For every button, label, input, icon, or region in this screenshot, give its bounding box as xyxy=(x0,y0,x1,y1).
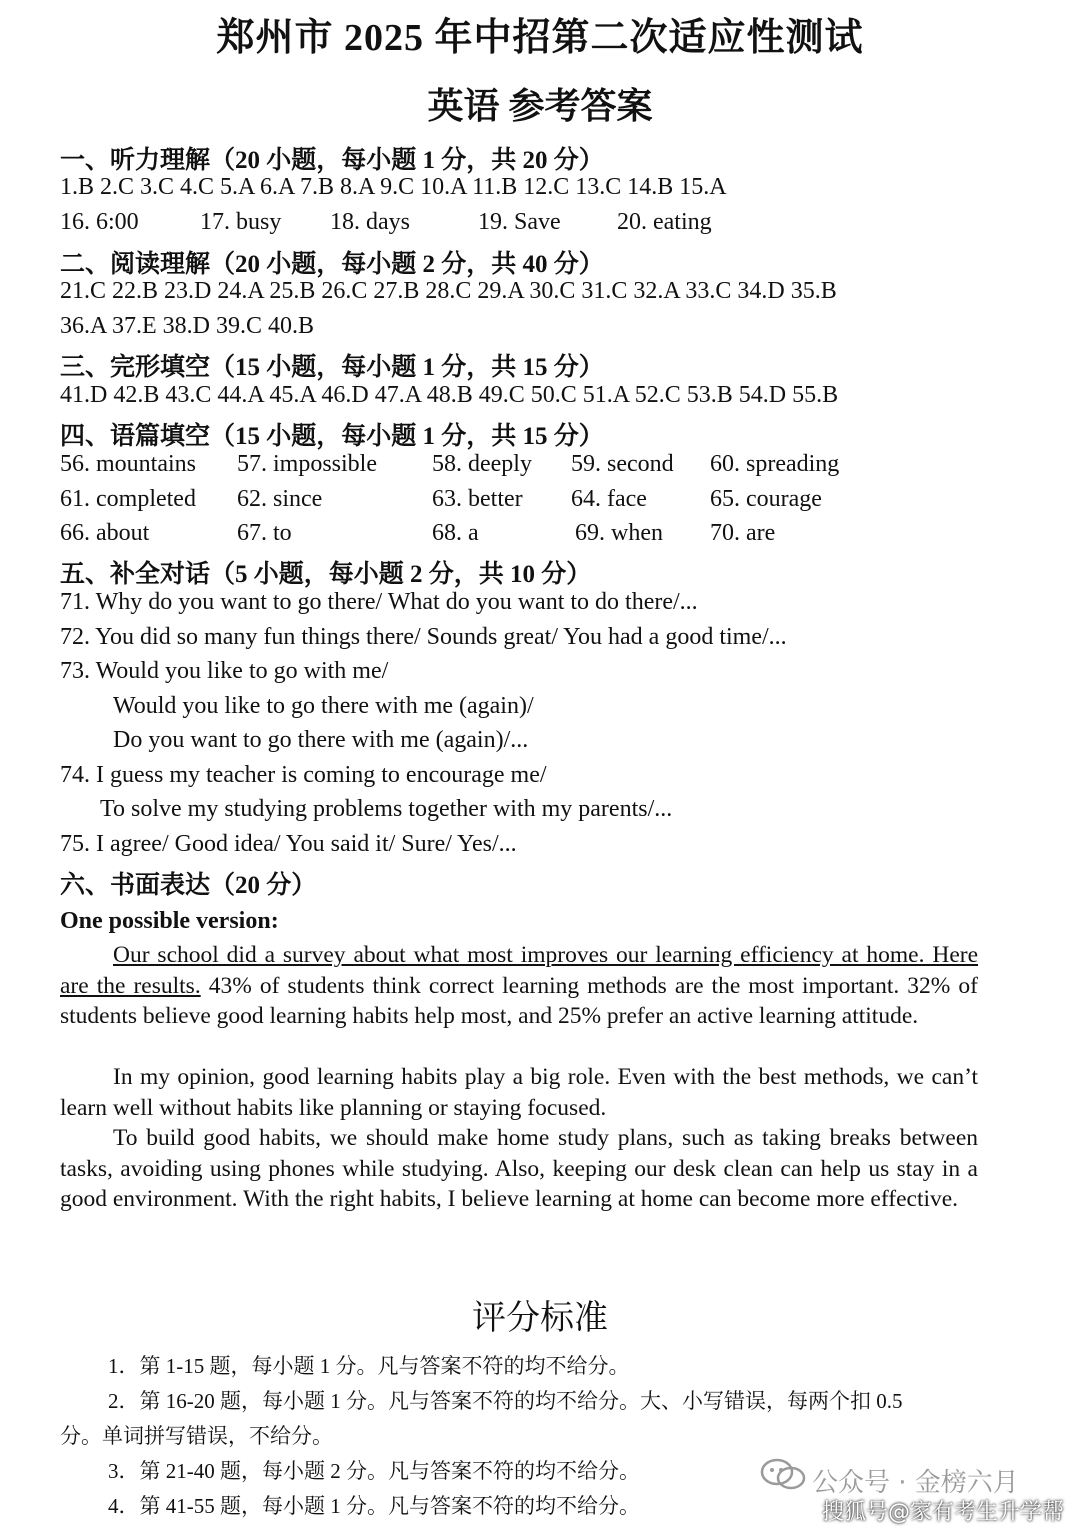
writing-paragraph-1 xyxy=(60,940,978,1032)
answer-56: 56. mountains xyxy=(60,451,196,477)
answer-19: 19. Save xyxy=(478,209,561,235)
section-heading-cloze: 三、完形填空（15 小题，每小题 1 分，共 15 分） xyxy=(60,354,604,381)
writing-paragraph-1-underlined: Our school did a survey about what most improves our learning efficiency at home. Here are the results. xyxy=(60,942,978,999)
answer-65: 65. courage xyxy=(710,486,822,512)
answer-58: 58. deeply xyxy=(432,451,532,477)
page-title: 郑州市 2025 年中招第二次适应性测试 xyxy=(216,17,864,59)
answer-63: 63. better xyxy=(432,486,523,512)
cloze-answers-row1: 41.D 42.B 43.C 44.A 45.A 46.D 47.A 48.B 49.C 50.C 51.A 52.C 53.B 54.D 55.B xyxy=(60,382,839,408)
dialogue-answer-75: 75. I agree/ Good idea/ You said it/ Sure/ Yes/... xyxy=(60,831,517,857)
answer-70: 70. are xyxy=(710,520,776,546)
sohu-watermark: 搜狐号@家有考生升学帮 xyxy=(822,1500,1065,1525)
dialogue-answer-73-alt2: Do you want to go there with me (again)/... xyxy=(113,727,529,753)
criteria-title: 评分标准 xyxy=(472,1300,608,1337)
dialogue-answer-74-alt: To solve my studying problems together with my parents/... xyxy=(100,796,673,822)
section-heading-dialogue: 五、补全对话（5 小题，每小题 2 分，共 10 分） xyxy=(60,561,592,588)
dialogue-answer-71: 71. Why do you want to go there/ What do you want to do there/... xyxy=(60,589,698,615)
answer-17: 17. busy xyxy=(200,209,282,235)
reading-answers-row2: 36.A 37.E 38.D 39.C 40.B xyxy=(60,313,315,339)
reading-answers-row1: 21.C 22.B 23.D 24.A 25.B 26.C 27.B 28.C 29.A 30.C 31.C 32.A 33.C 34.D 35.B xyxy=(60,278,837,304)
answer-62: 62. since xyxy=(237,486,323,512)
criteria-item-4: 4．第 41-55 题，每小题 1 分。凡与答案不符的均不给分。 xyxy=(108,1494,640,1518)
page-subtitle: 英语 参考答案 xyxy=(427,86,653,126)
answer-66: 66. about xyxy=(60,520,150,546)
answer-20: 20. eating xyxy=(617,209,712,235)
answer-59: 59. second xyxy=(571,451,674,477)
answer-61: 61. completed xyxy=(60,486,196,512)
dialogue-answer-72: 72. You did so many fun things there/ Sounds great/ You had a good time/... xyxy=(60,624,787,650)
dialogue-answer-73-alt1: Would you like to go there with me (again)/ xyxy=(113,693,534,719)
answer-18: 18. days xyxy=(330,209,410,235)
writing-paragraph-1-rest: 43% of students think correct learning methods are the most important. 32% of students believe good learning habits help most, and 25% prefer an active learning attitude. xyxy=(60,972,978,1029)
answer-16: 16. 6:00 xyxy=(60,209,139,235)
answer-67: 67. to xyxy=(237,520,292,546)
answer-57: 57. impossible xyxy=(237,451,378,477)
wechat-watermark: 公众号 · 金榜六月 xyxy=(812,1468,1019,1498)
dialogue-answer-73: 73. Would you like to go with me/ xyxy=(60,658,389,684)
writing-paragraph-2-text: In my opinion, good learning habits play a big role. Even with the best methods, we can’t learn well without habits like planning or staying focused. xyxy=(60,1064,978,1121)
answer-68: 68. a xyxy=(432,520,479,546)
section-heading-writing: 六、书面表达（20 分） xyxy=(60,872,317,899)
answer-64: 64. face xyxy=(571,486,647,512)
criteria-item-3: 3．第 21-40 题，每小题 2 分。凡与答案不符的均不给分。 xyxy=(108,1459,640,1483)
answer-69: 69. when xyxy=(575,520,663,546)
criteria-item-2-cont: 分。单词拼写错误，不给分。 xyxy=(60,1424,333,1448)
answer-60: 60. spreading xyxy=(710,451,840,477)
section-heading-listening: 一、听力理解（20 小题，每小题 1 分，共 20 分） xyxy=(60,147,604,174)
writing-version-heading: One possible version: xyxy=(60,908,279,934)
writing-paragraph-2 xyxy=(60,1062,978,1123)
writing-paragraph-3 xyxy=(60,1123,978,1215)
criteria-item-1: 1．第 1-15 题，每小题 1 分。凡与答案不符的均不给分。 xyxy=(108,1354,630,1378)
section-heading-reading: 二、阅读理解（20 小题，每小题 2 分，共 40 分） xyxy=(60,251,604,278)
wechat-icon xyxy=(760,1458,808,1492)
section-heading-passage-fill: 四、语篇填空（15 小题，每小题 1 分，共 15 分） xyxy=(60,423,604,450)
writing-paragraph-3-text: To build good habits, we should make home study plans, such as taking breaks between tasks, avoiding using phones while studying. Also, keeping our desk clean can help us stay in a good environment. With the right habits, I believe learning at home can become more effective. xyxy=(60,1125,978,1212)
criteria-item-2: 2．第 16-20 题，每小题 1 分。凡与答案不符的均不给分。大、小写错误，每两个扣 0.5 xyxy=(108,1389,903,1413)
listening-answers-row1: 1.B 2.C 3.C 4.C 5.A 6.A 7.B 8.A 9.C 10.A 11.B 12.C 13.C 14.B 15.A xyxy=(60,174,727,200)
dialogue-answer-74: 74. I guess my teacher is coming to encourage me/ xyxy=(60,762,547,788)
